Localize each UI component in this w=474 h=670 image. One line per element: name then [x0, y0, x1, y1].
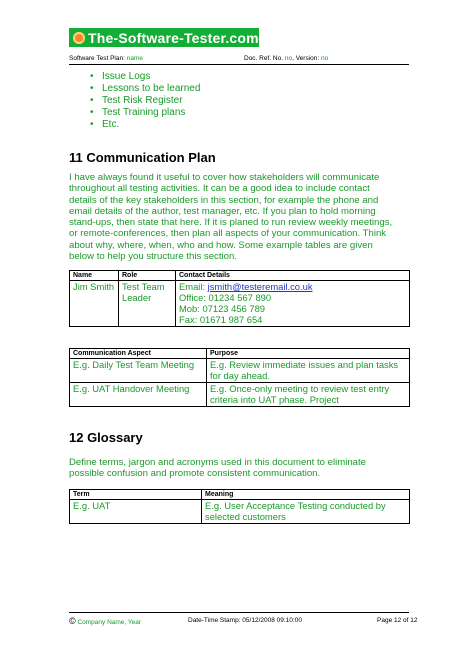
cell-purpose	[207, 383, 410, 407]
footer-timestamp: Date-Time Stamp: 05/12/2008 09:10:00	[188, 617, 302, 624]
para-line: stand-ups, then state that here. If it is planed to run review weekly meetings,	[69, 217, 393, 229]
footer-company-name: Company Name, Year	[77, 619, 142, 626]
header-docref-label: Doc. Ref. No.	[244, 55, 284, 62]
para-line: details of the key stakeholders in this section, for example the phone and	[69, 194, 379, 206]
communication-table	[69, 348, 410, 407]
copyright-icon: ©	[69, 616, 76, 626]
purpose-line: E.g. Review immediate issues and plan tasks	[210, 359, 399, 370]
cell-aspect: E.g. Daily Test Team Meeting	[70, 359, 207, 383]
cell-meaning	[202, 500, 410, 524]
table-row	[70, 281, 410, 327]
column-header-name: Name	[70, 271, 119, 281]
purpose-line: criteria into UAT phase. Project	[210, 394, 339, 405]
header-divider	[69, 64, 409, 65]
glossary-table	[69, 489, 410, 524]
footer-page-number: Page 12 of 12	[377, 617, 418, 624]
logo-orange-circle-icon	[73, 32, 85, 44]
para-line: Define terms, jargon and acronyms used in this document to eliminate	[69, 457, 367, 468]
para-line: possible confusion and promote consistent communication.	[69, 468, 321, 480]
purpose-line: for day ahead.	[210, 370, 270, 381]
column-header-role: Role	[119, 271, 176, 281]
email-link[interactable]: jsmith@testeremail.co.uk	[207, 281, 313, 292]
footer-divider	[69, 612, 409, 613]
header-docref: Doc. Ref. No. no, Version: no	[244, 55, 329, 62]
bullet-item: • Test Risk Register	[90, 95, 200, 107]
table-header-row	[70, 349, 410, 359]
cell-purpose	[207, 359, 410, 383]
header-version-value: no	[321, 55, 329, 62]
table-row	[70, 359, 410, 383]
para-line: I have always found it useful to cover how stakeholders will communicate	[69, 172, 380, 183]
purpose-line: E.g. Once-only meeting to review test entry	[210, 383, 390, 394]
mobile-phone: Mob: 07123 456 789	[179, 303, 266, 314]
table-row	[70, 383, 410, 407]
table-header-row	[70, 490, 410, 500]
office-phone: Office: 01234 567 890	[179, 292, 272, 303]
para-line: email details of the author, test manager, etc. If you plan to hold morning	[69, 205, 376, 217]
cell-name: Jim Smith	[70, 281, 119, 327]
cell-role	[119, 281, 176, 327]
table-header-row	[70, 271, 410, 281]
section-12-heading: 12 Glossary	[69, 430, 143, 445]
fax-number: Fax: 01671 987 654	[179, 314, 263, 325]
para-line: below to help you structure this section.	[69, 251, 237, 263]
para-line: or remote-conferences, then plan all aspects of your communication. Think	[69, 228, 387, 240]
cell-aspect: E.g. UAT Handover Meeting	[70, 383, 207, 407]
email-line	[179, 281, 406, 292]
header-docref-value: no	[284, 55, 293, 62]
para-line: throughout all testing activities. It can be a good idea to include contact	[69, 183, 370, 195]
column-header-meaning: Meaning	[202, 490, 410, 500]
bullet-item: • Etc.	[90, 119, 200, 131]
meaning-line: E.g. User Acceptance Testing conducted by	[205, 500, 386, 511]
logo-text: The-Software-Tester.com	[88, 29, 259, 46]
para-line: about why, where, when, who and how. Some example tables are given	[69, 239, 373, 251]
cell-term: E.g. UAT	[70, 500, 202, 524]
role-line: Test Team	[122, 281, 165, 292]
cell-contact-details	[176, 281, 410, 327]
bullet-item: • Test Training plans	[90, 107, 200, 119]
header-version-label: Version:	[295, 55, 320, 62]
bullet-list	[90, 71, 200, 131]
column-header-term: Term	[70, 490, 202, 500]
bullet-item: • Lessons to be learned	[90, 83, 200, 95]
meaning-line: selected customers	[205, 511, 286, 522]
column-header-contact: Contact Details	[176, 271, 410, 281]
bullet-item: • Issue Logs	[90, 71, 200, 83]
role-line: Leader	[122, 292, 152, 303]
column-header-purpose: Purpose	[207, 349, 410, 359]
section-12-paragraph	[69, 457, 409, 480]
column-header-aspect: Communication Aspect	[70, 349, 207, 359]
contacts-table	[69, 270, 410, 327]
email-label: Email:	[179, 281, 208, 292]
table-row	[70, 500, 410, 524]
header-plan	[69, 55, 143, 62]
header-plan-label: Software Test Plan:	[69, 55, 125, 62]
footer-company	[69, 616, 141, 626]
site-logo	[69, 28, 259, 47]
section-11-paragraph	[69, 172, 409, 262]
header-plan-value: name	[126, 55, 143, 62]
section-11-heading: 11 Communication Plan	[69, 150, 216, 165]
